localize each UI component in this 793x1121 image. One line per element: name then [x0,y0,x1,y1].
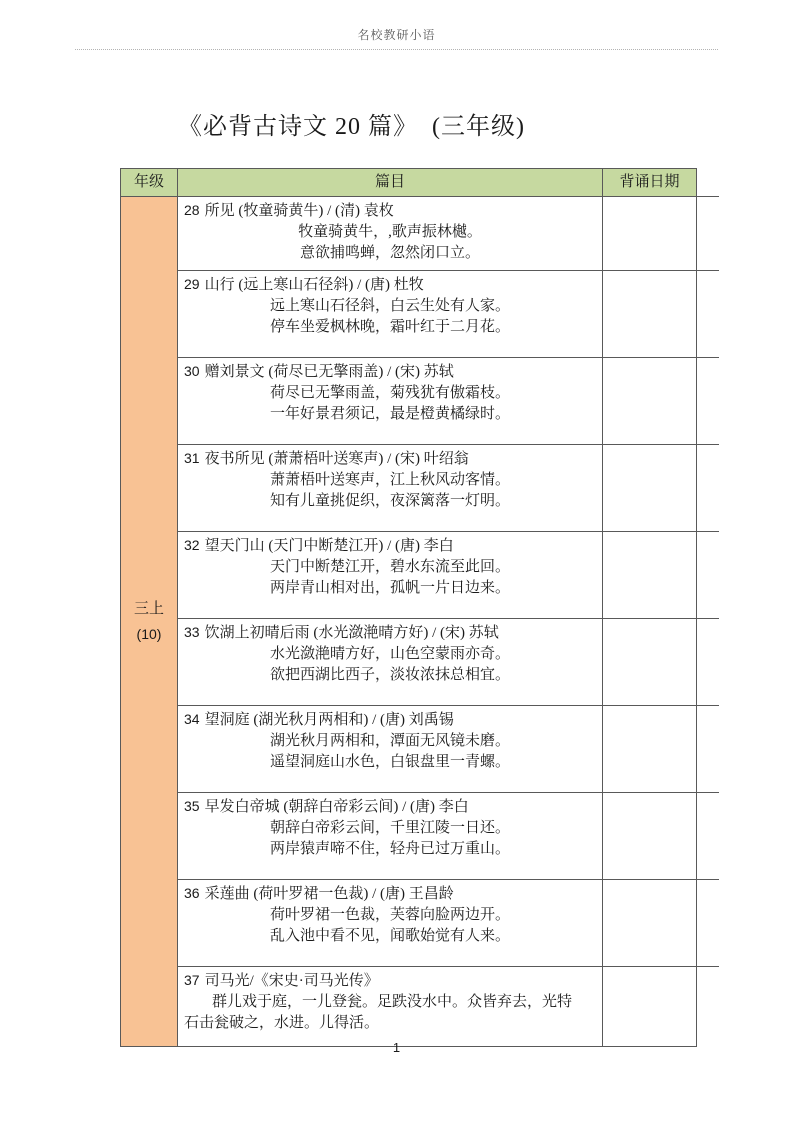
grade-label: 三上 [133,600,164,617]
poem-title-line [184,448,596,470]
verse-line: 知有儿童挑促织，夜深篱落一灯明。 [269,493,510,509]
poem-title-line [184,200,596,222]
table-header-row [121,169,719,197]
page-title: 《必背古诗文 20 篇》 (三年级) [178,114,525,140]
table-edge-spacer [697,706,719,793]
poem-lines [184,383,596,425]
poem-cell [178,197,603,271]
verse-line: 水光潋滟晴方好，山色空蒙雨亦奇。 [269,646,510,662]
poem-title: 司马光/《宋史·司马光传》 [204,973,379,989]
poem-lines [184,992,596,1034]
poem-cell [178,706,603,793]
table-edge-spacer [697,358,719,445]
poem-title: 望洞庭 (湖光秋月两相和) / (唐) 刘禹锡 [204,712,454,728]
poem-rows [121,197,719,1047]
recite-date-cell [603,358,697,445]
poem-number: 31 [184,450,200,466]
poem-lines [184,470,596,512]
poem-number: 33 [184,624,200,640]
poem-row [121,532,719,619]
poem-title-line [184,970,596,992]
poem-title: 早发白帝城 (朝辞白帝彩云间) / (唐) 李白 [204,799,469,815]
poem-lines [184,296,596,338]
page-number: 1 [392,1040,401,1055]
prose-line: 石击瓮破之，水进。儿得活。 [184,1015,380,1031]
poem-title: 所见 (牧童骑黄牛) / (清) 袁枚 [204,203,394,219]
table-edge-spacer [697,967,719,1047]
verse-line: 牧童骑黄牛，,歌声振林樾。 [298,224,482,240]
recite-date-cell [603,706,697,793]
verse-line: 遥望洞庭山水色，白银盘里一青螺。 [269,754,510,770]
verse-line: 停车坐爱枫林晚，霜叶红于二月花。 [269,319,510,335]
poem-title-line [184,535,596,557]
verse-line: 两岸猿声啼不住，轻舟已过万重山。 [269,841,510,857]
verse-line: 一年好景君须记，最是橙黄橘绿时。 [269,406,510,422]
recite-date-cell [603,197,697,271]
table-edge-spacer [697,793,719,880]
poem-lines [184,557,596,599]
table-edge-spacer [697,619,719,706]
table-edge-spacer [697,532,719,619]
verse-line: 远上寒山石径斜，白云生处有人家。 [269,298,510,314]
column-header-grade: 年级 [121,169,178,197]
header-text: 名校教研小语 [357,28,436,42]
table-edge-spacer [697,271,719,358]
poem-title: 夜书所见 (萧萧梧叶送寒声) / (宋) 叶绍翁 [204,451,469,467]
table-edge-spacer [697,197,719,271]
poem-cell [178,445,603,532]
prose-line: 群儿戏于庭，一儿登瓮。足跌没水中。众皆弃去，光特 [212,994,573,1010]
poem-title: 望天门山 (天门中断楚江开) / (唐) 李白 [204,538,454,554]
poem-cell [178,271,603,358]
poem-title: 饮湖上初晴后雨 (水光潋滟晴方好) / (宋) 苏轼 [204,625,499,641]
verse-line: 意欲捕鸣蝉，忽然闭口立。 [299,245,480,261]
poem-row [121,271,719,358]
poem-row [121,619,719,706]
poem-number: 34 [184,711,200,727]
poem-row [121,445,719,532]
poem-cell [178,793,603,880]
poem-cell [178,532,603,619]
poem-table [120,168,719,1047]
table-edge-spacer [697,880,719,967]
verse-line: 荷尽已无擎雨盖，菊残犹有傲霜枝。 [269,385,510,401]
verse-line: 朝辞白帝彩云间，千里江陵一日还。 [269,820,510,836]
poem-row [121,197,719,271]
poem-title-line [184,883,596,905]
verse-line: 两岸青山相对出，孤帆一片日边来。 [269,580,510,596]
poem-lines [184,222,596,264]
column-header-date: 背诵日期 [603,169,697,197]
poem-lines [184,731,596,773]
poem-row [121,880,719,967]
table-edge-spacer [697,445,719,532]
poem-cell [178,619,603,706]
verse-line: 欲把西湖比西子，淡妆浓抹总相宜。 [269,667,510,683]
poem-title-line [184,361,596,383]
grade-count: (10) [136,625,162,642]
poem-row [121,793,719,880]
poem-title: 采莲曲 (荷叶罗裙一色裁) / (唐) 王昌龄 [204,886,454,902]
verse-line: 萧萧梧叶送寒声，江上秋风动客情。 [269,472,510,488]
verse-line: 湖光秋月两相和，潭面无风镜未磨。 [269,733,510,749]
poem-row [121,358,719,445]
verse-line: 乱入池中看不见，闻歌始觉有人来。 [269,928,510,944]
poem-title: 山行 (远上寒山石径斜) / (唐) 杜牧 [204,277,424,293]
poem-number: 37 [184,972,200,988]
recite-date-cell [603,619,697,706]
recite-date-cell [603,445,697,532]
poem-row [121,706,719,793]
recite-date-cell [603,880,697,967]
recite-date-cell [603,793,697,880]
poem-row [121,967,719,1047]
poem-title: 赠刘景文 (荷尽已无擎雨盖) / (宋) 苏轼 [204,364,454,380]
poem-lines [184,644,596,686]
poem-title-line [184,622,596,644]
poem-number: 29 [184,276,200,292]
verse-line: 荷叶罗裙一色裁，芙蓉向脸两边开。 [269,907,510,923]
poem-title-line [184,274,596,296]
poem-lines [184,818,596,860]
poem-number: 28 [184,202,200,218]
poem-cell [178,967,603,1047]
grade-cell [121,197,178,1047]
poem-cell [178,358,603,445]
recite-date-cell [603,967,697,1047]
recite-date-cell [603,271,697,358]
column-header-titles: 篇目 [178,169,603,197]
poem-number: 30 [184,363,200,379]
recite-date-cell [603,532,697,619]
poem-title-line [184,709,596,731]
poem-number: 36 [184,885,200,901]
poem-cell [178,880,603,967]
verse-line: 天门中断楚江开，碧水东流至此回。 [269,559,510,575]
table-edge-spacer [697,169,719,197]
poem-lines [184,905,596,947]
poem-number: 35 [184,798,200,814]
poem-number: 32 [184,537,200,553]
poem-title-line [184,796,596,818]
document-header [75,0,718,50]
